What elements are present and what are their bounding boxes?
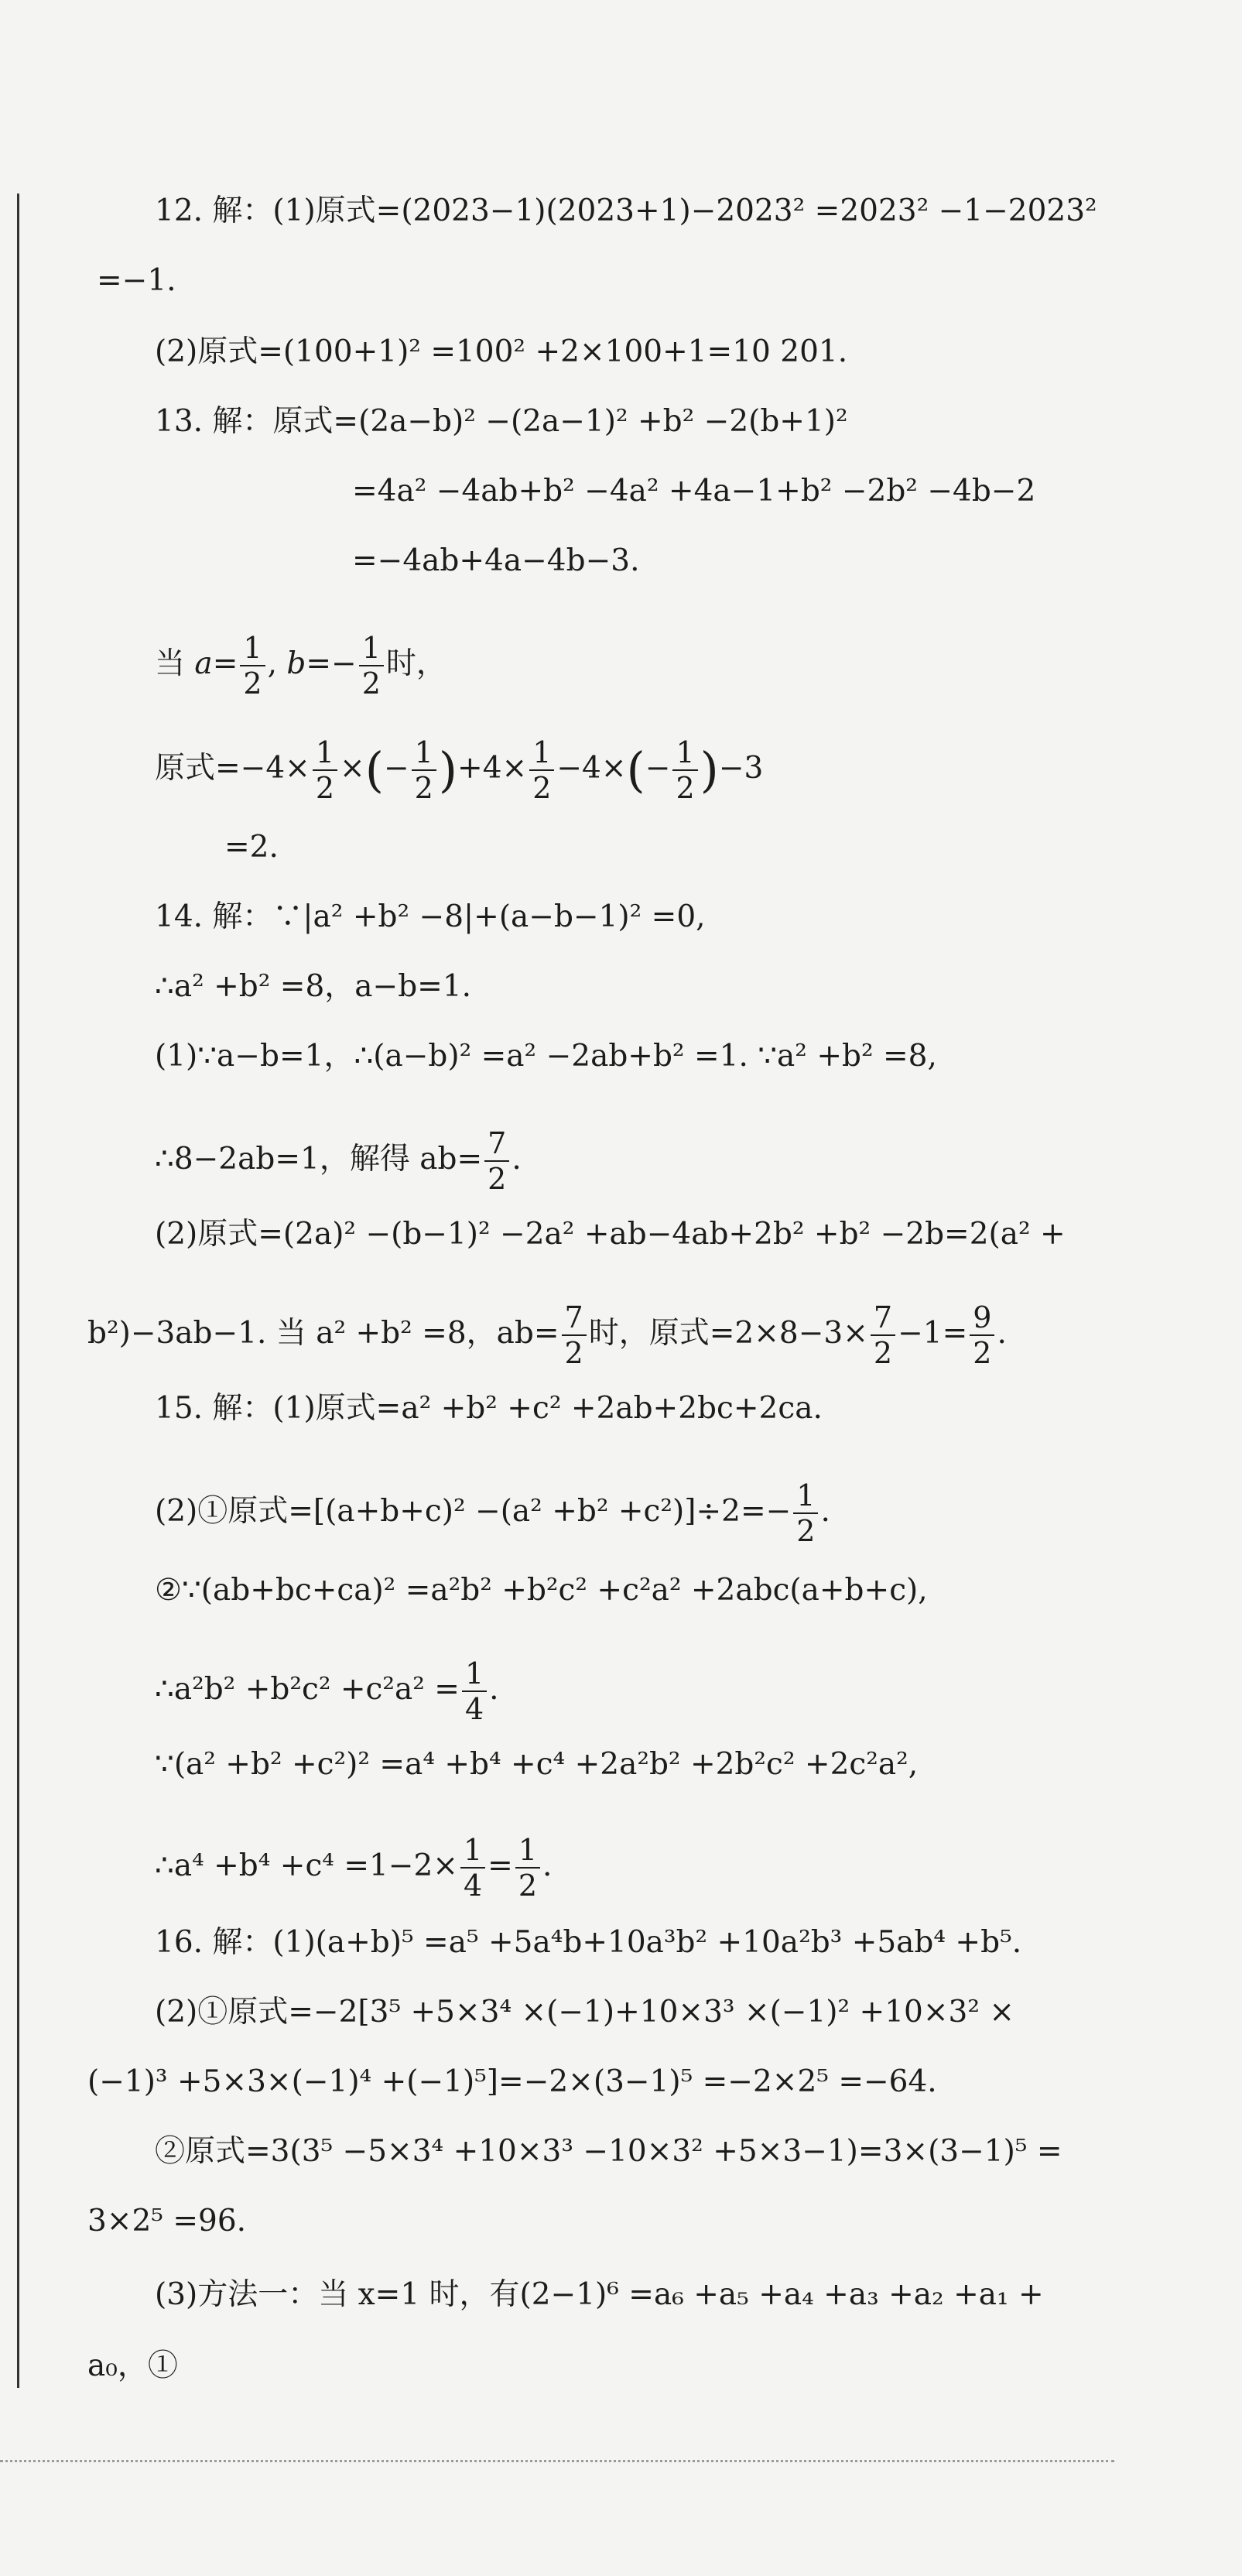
p14-line5: (2)原式=(2a)² −(b−1)² −2a² +ab−4ab+2b² +b² −2b=2(a² + <box>155 1217 1066 1252</box>
p13-line3: =−4ab+4a−4b−3. <box>352 543 640 578</box>
fraction-one-half: $\frac{1}{2}$ <box>412 735 436 805</box>
p15-line3: ②∵(ab+bc+ca)² =a²b² +b²c² +c²a² +2abc(a+b+c), <box>155 1573 928 1608</box>
p16-line2: (2)①原式=−2[3⁵ +5×3⁴ ×(−1)+10×3³ ×(−1)² +10×3² × <box>155 1995 1015 2030</box>
p13-evaluation: 原式=−4× $\frac{1}{2}$ ×(− $\frac{1}{2}$ )+4× $\frac{1}{2}$ −4×(− $\frac{1}{2}$ )−3 <box>155 735 764 805</box>
fraction-one-quarter: $\frac{1}{4}$ <box>460 1833 485 1903</box>
p12-line2: =−1. <box>97 263 176 298</box>
p14-line1: 14. 解：∵|a² +b² −8|+(a−b−1)² =0, <box>155 899 706 934</box>
fraction-one-half: $\frac{1}{2}$ <box>313 735 337 805</box>
p14-line2: ∴a² +b² =8，a−b=1. <box>155 969 472 1004</box>
fraction-seven-halves: $\frac{7}{2}$ <box>871 1300 895 1370</box>
fraction-one-quarter: $\frac{1}{4}$ <box>462 1656 487 1726</box>
p15-line1: 15. 解：(1)原式=a² +b² +c² +2ab+2bc+2ca. <box>155 1391 823 1426</box>
p15-line4: ∴a²b² +b²c² +c²a² = $\frac{1}{4}$ . <box>155 1656 499 1726</box>
p16-line3: (−1)³ +5×3×(−1)⁴ +(−1)⁵]=−2×(3−1)⁵ =−2×2⁵ =−64. <box>87 2064 937 2099</box>
p13-condition: 当 a= $\frac{1}{2}$ , b=− $\frac{1}{2}$ 时， <box>155 631 447 701</box>
p13-line1: 13. 解：原式=(2a−b)² −(2a−1)² +b² −2(b+1)² <box>155 404 848 439</box>
fraction-nine-halves: $\frac{9}{2}$ <box>970 1300 994 1370</box>
p16-line4: ②原式=3(3⁵ −5×3⁴ +10×3³ −10×3² +5×3−1)=3×(3−1)⁵ = <box>155 2134 1062 2169</box>
fraction-one-half: $\frac{1}{2}$ <box>672 735 697 805</box>
fraction-one-half: $\frac{1}{2}$ <box>529 735 554 805</box>
p16-line7: a₀，① <box>87 2348 178 2383</box>
p13-cond-suffix: 时， <box>385 646 447 681</box>
p14-line3: (1)∵a−b=1，∴(a−b)² =a² −2ab+b² =1. ∵a² +b² =8, <box>155 1039 937 1074</box>
p14-line4: ∴8−2ab=1，解得 ab= $\frac{7}{2}$ . <box>155 1126 522 1196</box>
p15-line2: (2)①原式=[(a+b+c)² −(a² +b² +c²)]÷2=− $\frac{1}{2}$ . <box>155 1478 830 1548</box>
p14-line6: b²)−3ab−1. 当 a² +b² =8，ab= $\frac{7}{2}$ 时，原式=2×8−3× $\frac{7}{2}$ −1= $\frac{9}{2}$ . <box>87 1300 1007 1370</box>
p12-line3: (2)原式=(100+1)² =100² +2×100+1=10 201. <box>155 334 848 369</box>
left-margin-rule <box>17 194 19 2388</box>
p12-line1: 12. 解：(1)原式=(2023−1)(2023+1)−2023² =2023² −1−2023² <box>155 194 1097 228</box>
p13-cond-prefix: 当 <box>155 646 186 681</box>
p13-line2: =4a² −4ab+b² −4a² +4a−1+b² −2b² −4b−2 <box>352 474 1036 509</box>
p15-line5: ∵(a² +b² +c²)² =a⁴ +b⁴ +c⁴ +2a²b² +2b²c² +2c²a², <box>155 1747 919 1782</box>
bottom-dotted-rule <box>0 2460 1114 2462</box>
fraction-seven-halves: $\frac{7}{2}$ <box>562 1300 587 1370</box>
p16-line6: (3)方法一：当 x=1 时，有(2−1)⁶ =a₆ +a₅ +a₄ +a₃ +a₂ +a₁ + <box>155 2277 1044 2312</box>
fraction-one-half: $\frac{1}{2}$ <box>240 631 265 701</box>
fraction-one-half: $\frac{1}{2}$ <box>515 1833 540 1903</box>
p15-line6: ∴a⁴ +b⁴ +c⁴ =1−2× $\frac{1}{4}$ = $\frac{1}{2}$ . <box>155 1833 553 1903</box>
fraction-seven-halves: $\frac{7}{2}$ <box>484 1126 509 1196</box>
p16-line1: 16. 解：(1)(a+b)⁵ =a⁵ +5a⁴b+10a³b² +10a²b³ +5ab⁴ +b⁵. <box>155 1925 1022 1960</box>
fraction-one-half: $\frac{1}{2}$ <box>359 631 384 701</box>
p13-result: =2. <box>224 830 279 865</box>
fraction-one-half: $\frac{1}{2}$ <box>793 1478 818 1548</box>
p13-eval-prefix: 原式=−4× <box>155 751 310 786</box>
p16-line5: 3×2⁵ =96. <box>87 2204 247 2239</box>
